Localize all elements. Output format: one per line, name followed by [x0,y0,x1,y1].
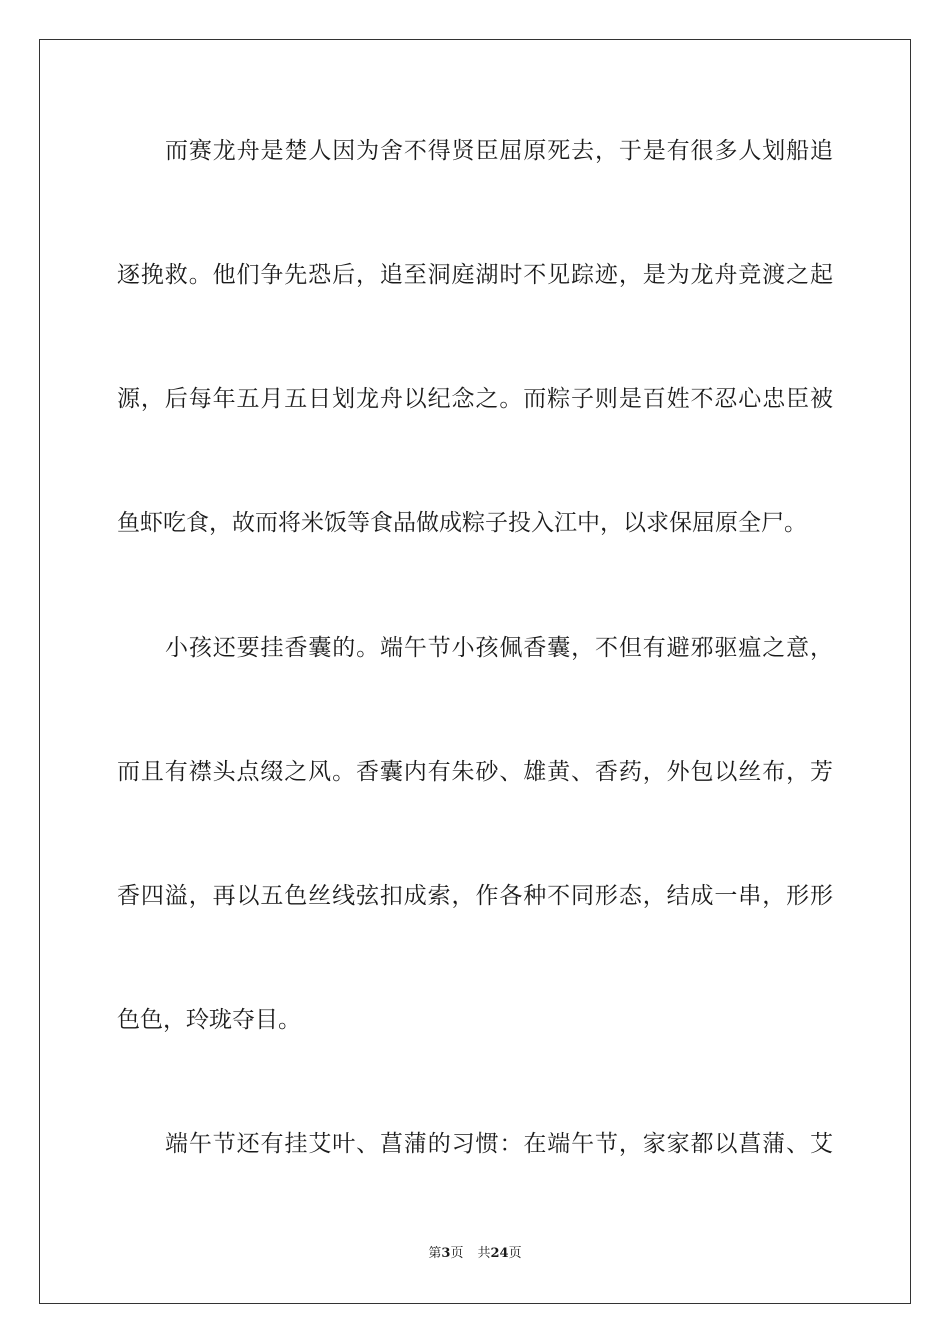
footer-total-prefix: 共 [477,1246,491,1261]
paragraph-2-line-2: 而且有襟头点缀之风。香囊内有朱砂、雄黄、香药，外包以丝布，芳 [117,759,833,785]
paragraph-1-line-4: 鱼虾吃食，故而将米饭等食品做成粽子投入江中，以求保屈原全尸。 [117,510,807,536]
footer-total-pages: 24 [490,1246,509,1261]
footer-total-suffix: 页 [508,1246,522,1261]
footer-page-prefix: 第 [428,1246,442,1261]
page-frame [39,39,911,1304]
paragraph-2-line-1: 小孩还要挂香囊的。端午节小孩佩香囊，不但有避邪驱瘟之意， [165,635,833,661]
paragraph-1-line-3: 源，后每年五月五日划龙舟以纪念之。而粽子则是百姓不忍心忠臣被 [117,386,833,412]
paragraph-3-line-1: 端午节还有挂艾叶、菖蒲的习惯：在端午节，家家都以菖蒲、艾 [165,1131,833,1157]
paragraph-2-line-4: 色色，玲珑夺目。 [117,1007,301,1033]
paragraph-2-line-3: 香四溢，再以五色丝线弦扣成索，作各种不同形态，结成一串，形形 [117,883,833,909]
paragraph-1-line-2: 逐挽救。他们争先恐后，追至洞庭湖时不见踪迹，是为龙舟竞渡之起 [117,262,833,288]
footer-page-suffix: 页 [450,1246,464,1261]
paragraph-1-line-1: 而赛龙舟是楚人因为舍不得贤臣屈原死去，于是有很多人划船追 [165,138,833,164]
footer-page-number: 3 [441,1246,451,1261]
page-footer [0,1245,950,1263]
